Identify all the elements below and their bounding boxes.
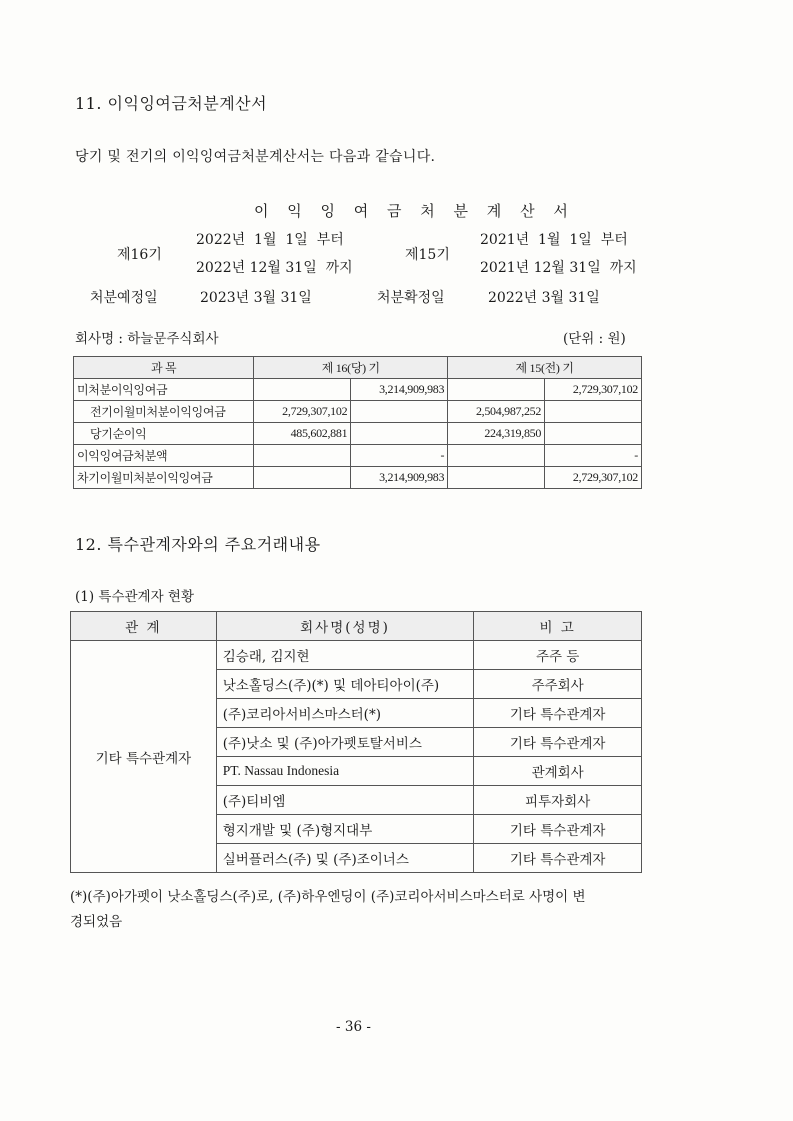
prior-sub [448,445,545,467]
relation-cell: 기타 특수관계자 [71,641,217,873]
section-11-intro: 당기 및 전기의 이익잉여금처분계산서는 다음과 같습니다. [75,149,436,165]
company-name: 회사명 : 하늘문주식회사 [75,331,219,347]
prior-from: 2021년 1월 1일 부터 [480,232,628,248]
company-cell: 실버플러스(주) 및 (주)조이너스 [216,844,474,873]
company-cell: (주)티비엠 [216,786,474,815]
company-cell: (주)낫소 및 (주)아가펫토탈서비스 [216,728,474,757]
prior-total [545,423,642,445]
header-note: 비 고 [474,612,642,641]
current-sub: 485,602,881 [254,423,351,445]
prior-sub [448,467,545,489]
current-sub [254,445,351,467]
table-row [74,401,642,423]
current-total: - [351,445,448,467]
note-cell: 관계회사 [474,757,642,786]
company-cell: 김승래, 김지현 [216,641,474,670]
current-period: 제16기 [117,247,162,263]
table-row [74,379,642,401]
statement-title: 이 익 잉 여 금 처 분 계 산 서 [254,202,575,220]
current-date: 2023년 3월 31일 [200,290,312,306]
current-total: 3,214,909,983 [351,467,448,489]
current-sub: 2,729,307,102 [254,401,351,423]
row-label: 차기이월미처분이익잉여금 [74,467,254,489]
table-row [71,641,642,670]
footnote-line-2: 경되었음 [70,914,123,930]
company-cell: 낫소홀딩스(주)(*) 및 데아티아이(주) [216,670,474,699]
retained-earnings-table [73,356,642,489]
header-current: 제 16(당) 기 [254,357,448,379]
current-date-label: 처분예정일 [90,290,158,306]
prior-sub [448,379,545,401]
prior-total: - [545,445,642,467]
company-cell: (주)코리아서비스마스터(*) [216,699,474,728]
note-cell: 기타 특수관계자 [474,815,642,844]
table-row [74,445,642,467]
header-company: 회사명(성명) [216,612,474,641]
table-row [74,423,642,445]
unit-label: (단위 : 원) [563,331,626,347]
note-cell: 피투자회사 [474,786,642,815]
row-label: 이익잉여금처분액 [74,445,254,467]
current-to: 2022년 12월 31일 까지 [196,260,353,276]
prior-total: 2,729,307,102 [545,379,642,401]
section-12-heading: 12. 특수관계자와의 주요거래내용 [75,535,321,554]
current-total [351,401,448,423]
row-label: 당기순이익 [74,423,254,445]
header-prior: 제 15(전) 기 [448,357,642,379]
company-cell: PT. Nassau Indonesia [216,757,474,786]
current-total: 3,214,909,983 [351,379,448,401]
current-total [351,423,448,445]
current-sub [254,379,351,401]
prior-date: 2022년 3월 31일 [488,290,600,306]
note-cell: 주주회사 [474,670,642,699]
prior-sub: 224,319,850 [448,423,545,445]
row-label: 전기이월미처분이익잉여금 [74,401,254,423]
related-party-table [70,611,642,873]
header-subject: 과 목 [74,357,254,379]
footnote-line-1: (*)(주)아가펫이 낫소홀딩스(주)로, (주)하우엔딩이 (주)코리아서비스마스터로 사명이 변 [70,889,586,905]
note-cell: 기타 특수관계자 [474,844,642,873]
note-cell: 기타 특수관계자 [474,699,642,728]
note-cell: 기타 특수관계자 [474,728,642,757]
current-from: 2022년 1월 1일 부터 [196,232,344,248]
row-label: 미처분이익잉여금 [74,379,254,401]
page-number: - 36 - [336,1019,371,1035]
prior-date-label: 처분확정일 [377,290,445,306]
section-12-subheading: (1) 특수관계자 현황 [75,589,194,605]
current-sub [254,467,351,489]
company-cell: 형지개발 및 (주)형지대부 [216,815,474,844]
prior-period: 제15기 [405,247,450,263]
prior-total: 2,729,307,102 [545,467,642,489]
prior-sub: 2,504,987,252 [448,401,545,423]
table-row [74,467,642,489]
section-11-heading: 11. 이익잉여금처분계산서 [75,94,268,113]
note-cell: 주주 등 [474,641,642,670]
prior-total [545,401,642,423]
prior-to: 2021년 12월 31일 까지 [480,260,637,276]
header-relation: 관 계 [71,612,217,641]
